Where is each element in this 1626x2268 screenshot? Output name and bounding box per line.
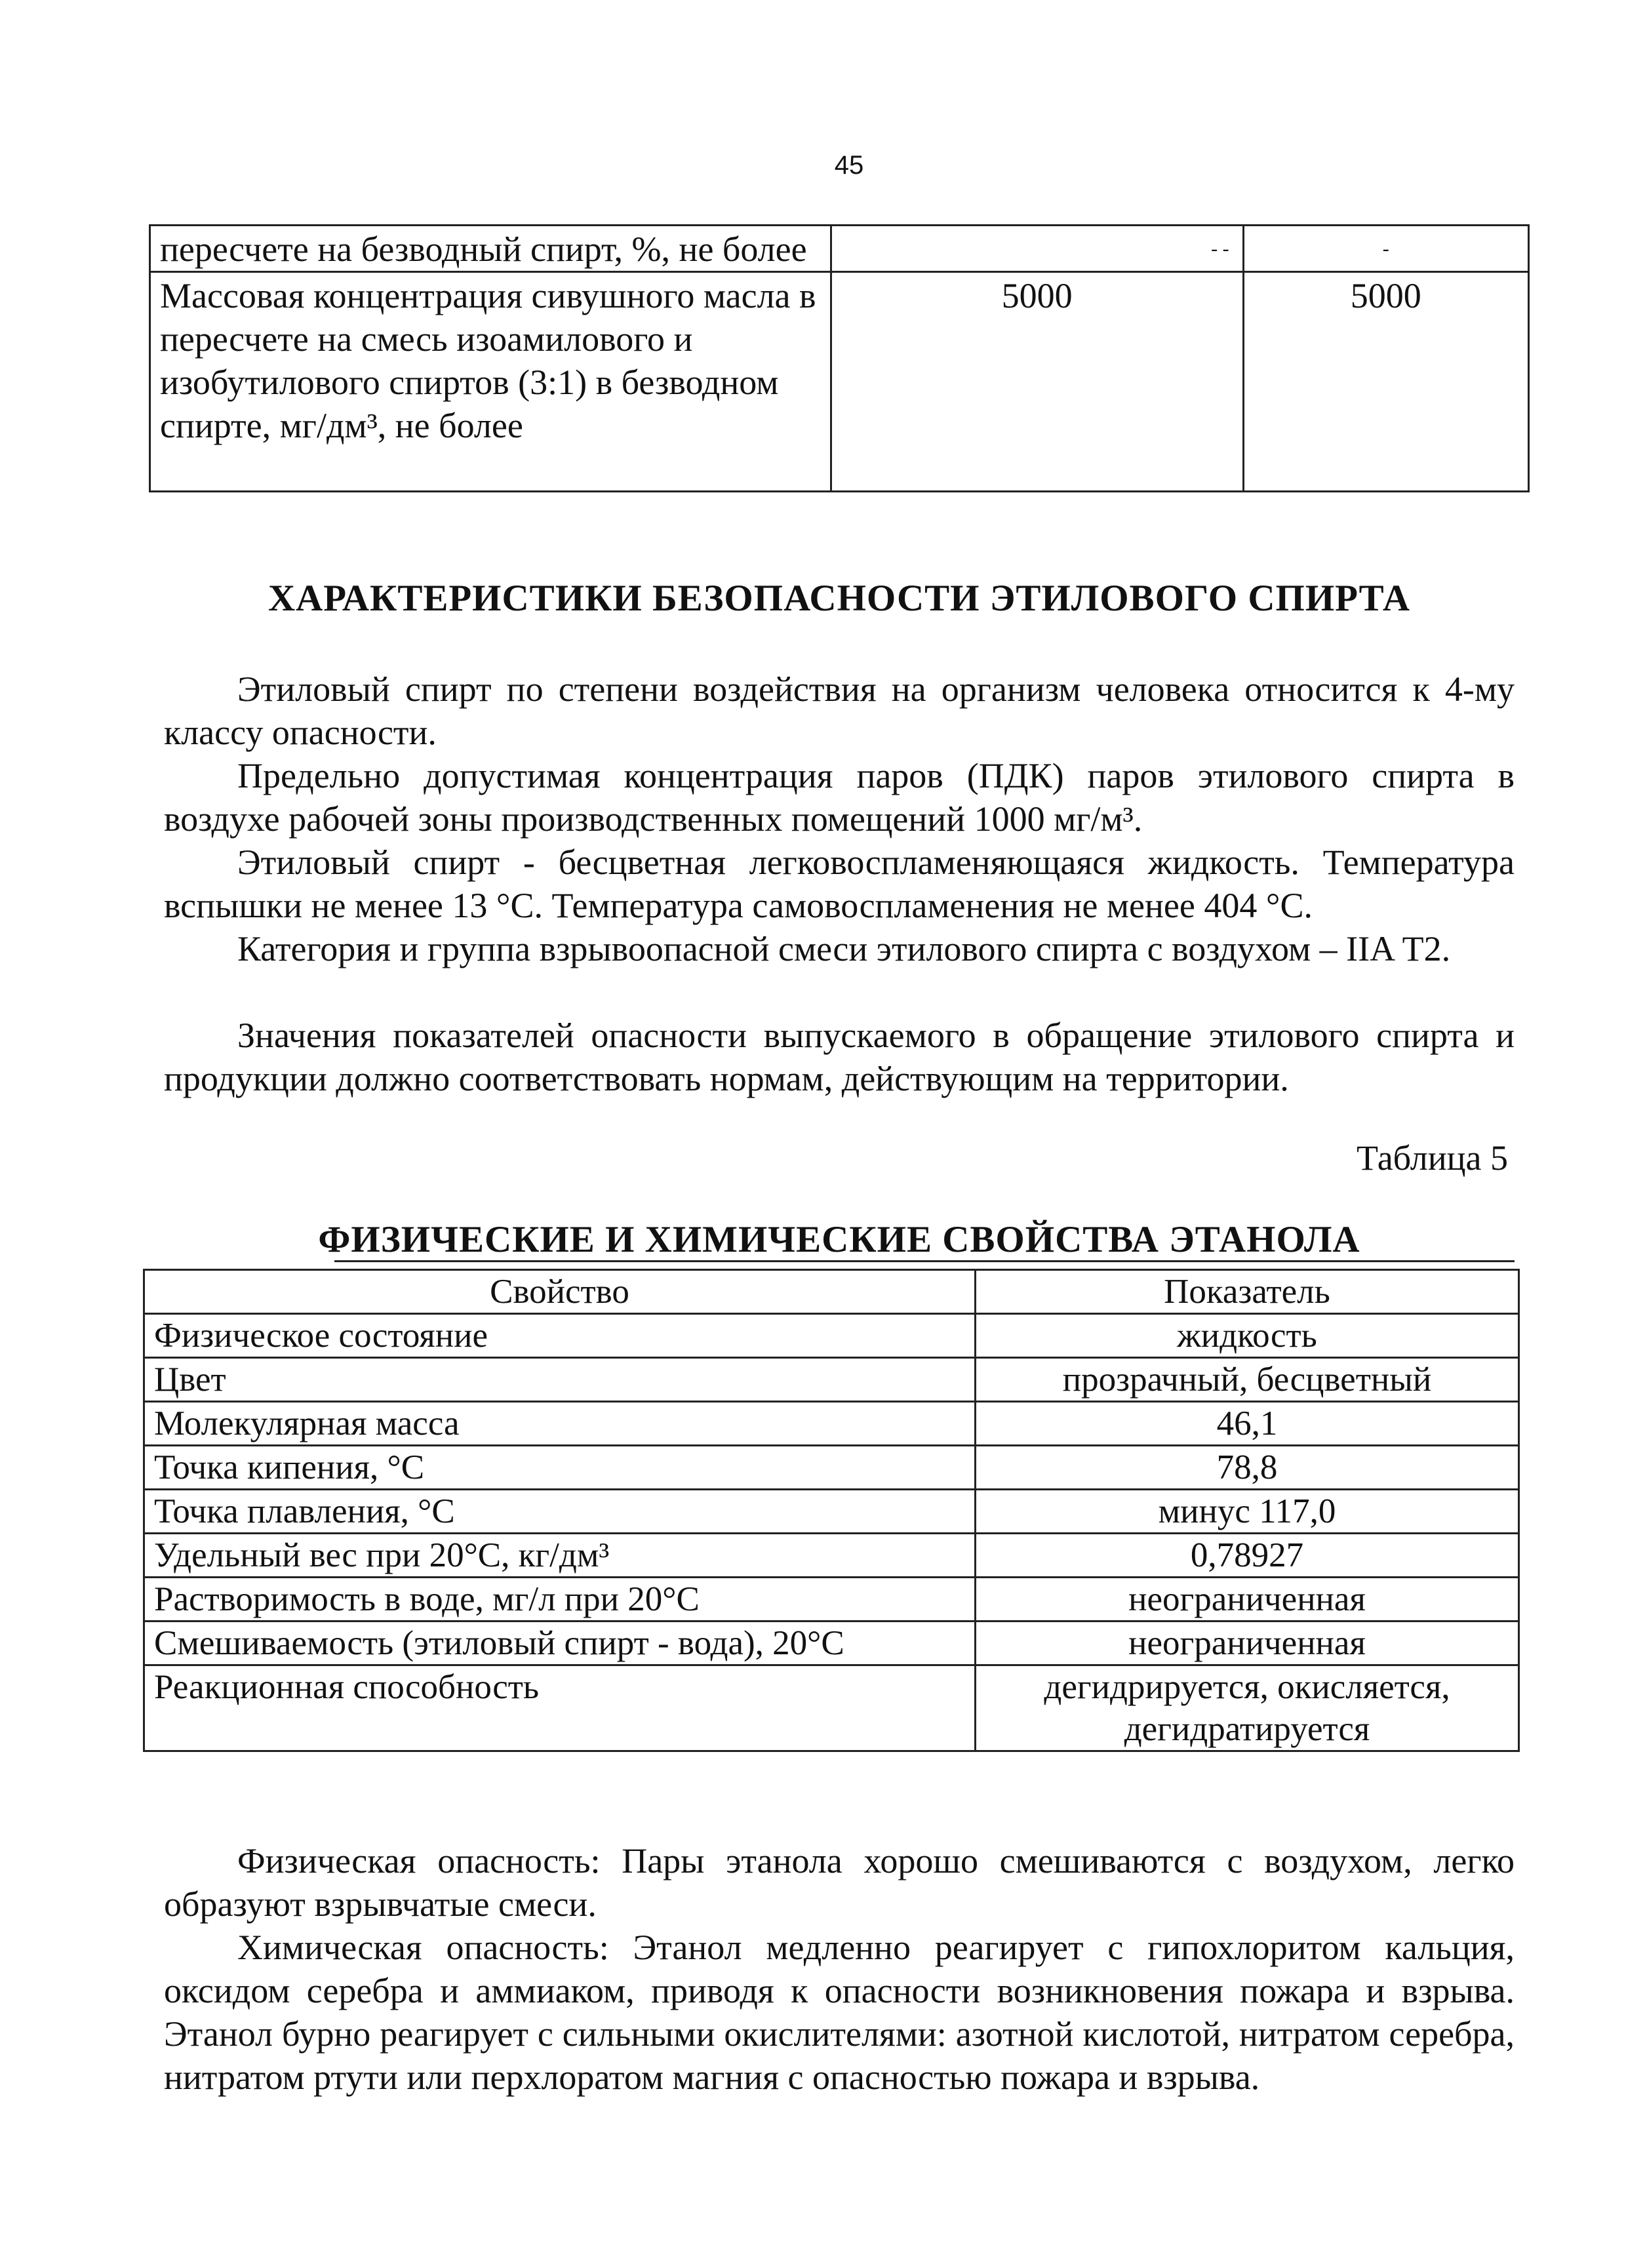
property-name: Растворимость в воде, мг/л при 20°С: [144, 1578, 976, 1621]
paragraph: Химическая опасность: Этанол медленно реагирует с гипохлоритом кальция, оксидом серебра и аммиаком, приводя к опасности возникновения пожара и взрыва. Этанол бурно реагирует с сильными окислителями: азотной кислотой, нитратом серебра, нитратом ртути или перхлоратом магния с опасностью пожара и взрыва.: [164, 1928, 1515, 2097]
table-row: [144, 1314, 1519, 1358]
column-header-value: Показатель: [975, 1270, 1518, 1314]
table-cell-value: -: [1243, 226, 1528, 272]
table-number: Таблица 5: [1357, 1138, 1508, 1178]
property-name: Молекулярная масса: [144, 1402, 976, 1446]
table-row: [150, 226, 1529, 272]
property-name: Точка плавления, °С: [144, 1490, 976, 1534]
table-row: [144, 1446, 1519, 1490]
property-name: Смешиваемость (этиловый спирт - вода), 20°С: [144, 1621, 976, 1665]
table-row: [144, 1621, 1519, 1665]
table-cell-value: - -: [831, 226, 1243, 272]
requirements-table-continuation: [149, 224, 1530, 492]
table-header-row: [144, 1270, 1519, 1314]
paragraph: Категория и группа взрывоопасной смеси этилового спирта с воздухом – IIA Т2.: [237, 929, 1451, 968]
table-row: [144, 1534, 1519, 1578]
property-value: неограниченная: [975, 1621, 1518, 1665]
section-title-safety: ХАРАКТЕРИСТИКИ БЕЗОПАСНОСТИ ЭТИЛОВОГО СПИРТА: [268, 578, 1411, 619]
title-underline: [334, 1260, 1515, 1262]
section-title-properties: ФИЗИЧЕСКИЕ И ХИМИЧЕСКИЕ СВОЙСТВА ЭТАНОЛА: [318, 1219, 1360, 1260]
table-row: [150, 272, 1529, 492]
paragraph: Физическая опасность: Пары этанола хорошо смешиваются с воздухом, легко образуют взрывчатые смеси.: [164, 1841, 1515, 1924]
table-cell-label: пересчете на безводный спирт, %, не более: [150, 226, 831, 272]
paragraph: Предельно допустимая концентрация паров (ПДК) паров этилового спирта в воздухе рабочей зоны производственных помещений 1000 мг/м³.: [164, 756, 1515, 839]
table-cell-value: 5000: [831, 272, 1243, 492]
property-value: дегидрируется, окисляется, дегидратируется: [975, 1665, 1518, 1751]
property-name: Физическое состояние: [144, 1314, 976, 1358]
property-value: минус 117,0: [975, 1490, 1518, 1534]
table-row: [144, 1490, 1519, 1534]
property-value: 78,8: [975, 1446, 1518, 1490]
property-value: прозрачный, бесцветный: [975, 1358, 1518, 1402]
ethanol-properties-table: [143, 1269, 1520, 1752]
table-row: [144, 1665, 1519, 1751]
property-name: Цвет: [144, 1358, 976, 1402]
property-name: Удельный вес при 20°С, кг/дм³: [144, 1534, 976, 1578]
column-header-property: Свойство: [144, 1270, 976, 1314]
property-name: Точка кипения, °С: [144, 1446, 976, 1490]
table-cell-value: 5000: [1243, 272, 1528, 492]
paragraph: Значения показателей опасности выпускаемого в обращение этилового спирта и продукции должно соответствовать нормам, действующим на территории.: [164, 1016, 1515, 1098]
property-value: 0,78927: [975, 1534, 1518, 1578]
table-row: [144, 1358, 1519, 1402]
property-name: Реакционная способность: [144, 1665, 976, 1751]
table-row: [144, 1402, 1519, 1446]
property-value: 46,1: [975, 1402, 1518, 1446]
property-value: неограниченная: [975, 1578, 1518, 1621]
table-row: [144, 1578, 1519, 1621]
property-value: жидкость: [975, 1314, 1518, 1358]
page-number: 45: [834, 151, 864, 180]
table-cell-label: Массовая концентрация сивушного масла в пересчете на смесь изоамилового и изобутилового спиртов (3:1) в безводном спирте, мг/дм³, не более: [150, 272, 831, 492]
paragraph: Этиловый спирт по степени воздействия на организм человека относится к 4-му классу опасности.: [164, 669, 1515, 752]
paragraph: Этиловый спирт - бесцветная легковоспламеняющаяся жидкость. Температура вспышки не менее 13 °С. Температура самовоспламенения не менее 404 °С.: [164, 843, 1515, 925]
